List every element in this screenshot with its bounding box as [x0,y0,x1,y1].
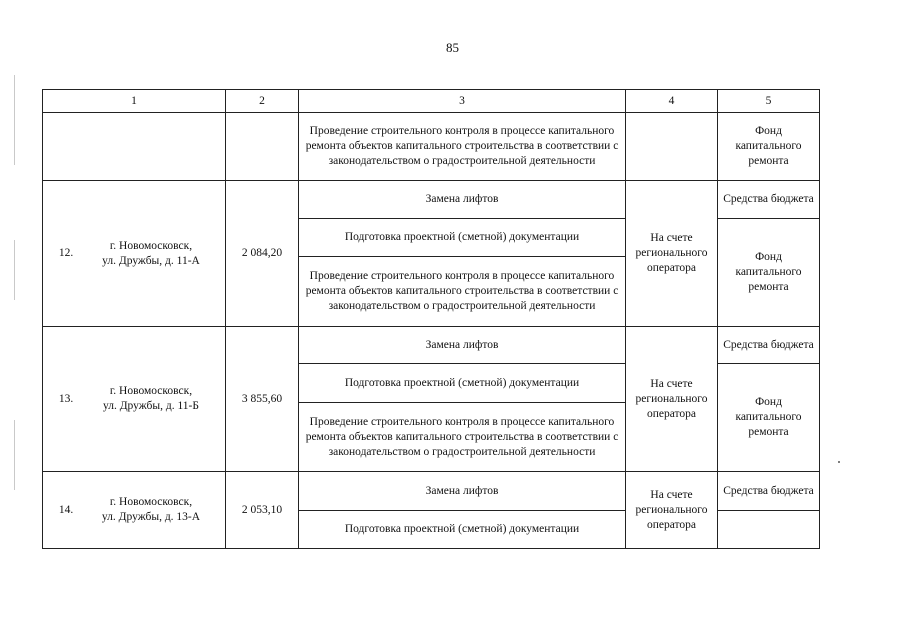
address-line: г. Новомосковск, [109,385,193,397]
address-cell [43,327,226,472]
area-cell: 2 084,20 [226,181,299,327]
header-cell: 4 [626,90,718,113]
work-cell: Подготовка проектной (сметной) документации [299,364,626,403]
table-row [43,181,820,219]
scan-edge-mark [14,75,15,165]
table-row [43,327,820,364]
header-cell: 5 [718,90,820,113]
work-cell: Подготовка проектной (сметной) документации [299,511,626,549]
table-row [43,472,820,511]
work-cell: Проведение строительного контроля в процессе капитального ремонта объектов капитального строительства в соответствии с законодательством о градостроительной деятельности [299,113,626,181]
scan-dot [838,461,840,463]
continuation-row [43,113,820,181]
scan-edge-mark [14,240,15,300]
header-cell: 3 [299,90,626,113]
source-cell [718,511,820,549]
empty-cell [43,113,226,181]
method-cell: На счете регионального оператора [626,181,718,327]
address-line: г. Новомосковск, [109,496,193,508]
source-cell: Фонд капитального ремонта [718,113,820,181]
address [83,384,219,414]
source-cell: Средства бюджета [718,472,820,511]
source-cell: Фонд капитального ремонта [718,219,820,327]
address [83,495,219,525]
source-cell: Фонд капитального ремонта [718,364,820,472]
row-number: 13. [58,392,74,405]
header-row [43,90,820,113]
empty-cell [626,113,718,181]
work-cell: Проведение строительного контроля в процессе капитального ремонта объектов капитального строительства в соответствии с законодательством о градостроительной деятельности [299,403,626,472]
address-line: ул. Дружбы, д. 11-А [102,254,200,267]
source-cell: Средства бюджета [718,181,820,219]
work-cell: Замена лифтов [299,472,626,511]
work-cell: Замена лифтов [299,327,626,364]
address-line: ул. Дружбы, д. 13-А [101,511,201,523]
header-cell: 2 [226,90,299,113]
source-cell: Средства бюджета [718,327,820,364]
method-cell: На счете регионального оператора [626,472,718,549]
address-cell [43,181,226,327]
row-number: 14. [58,503,74,516]
empty-cell [226,113,299,181]
header-cell: 1 [43,90,226,113]
row-number: 12. [58,247,74,259]
address [83,239,219,269]
work-cell: Подготовка проектной (сметной) документации [299,219,626,257]
work-cell: Проведение строительного контроля в процессе капитального ремонта объектов капитального строительства в соответствии с законодательством о градостроительной деятельности [299,257,626,327]
address-line: г. Новомосковск, [109,239,193,252]
area-cell: 2 053,10 [226,472,299,549]
work-cell: Замена лифтов [299,181,626,219]
scan-edge-mark [14,420,15,490]
works-table [42,89,820,549]
page-number: 85 [446,40,459,55]
area-cell: 3 855,60 [226,327,299,472]
method-cell: На счете регионального оператора [626,327,718,472]
address-line: ул. Дружбы, д. 11-Б [102,400,199,412]
address-cell [43,472,226,549]
